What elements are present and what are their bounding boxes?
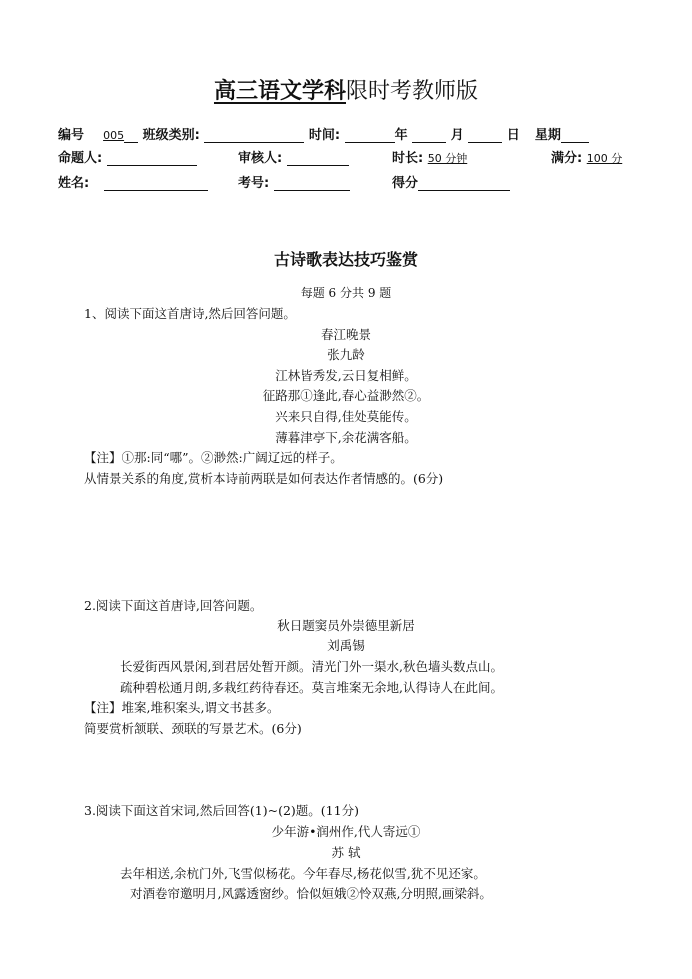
score-got-group	[392, 172, 510, 191]
author-field[interactable]	[107, 151, 197, 166]
score-group	[551, 147, 622, 166]
class-label: 班级类别:	[142, 128, 200, 143]
exam-no-label: 考号:	[238, 176, 270, 191]
title-part2: 限时考教师版	[346, 79, 479, 104]
q1-question: 从情景关系的角度,赏析本诗前两联是如何表达作者情感的。(6分)	[84, 471, 444, 486]
name-field[interactable]	[104, 176, 208, 191]
duration-value: 50 分钟	[427, 152, 468, 165]
weekday-field[interactable]	[561, 128, 589, 143]
q1-line: 江林皆秀发,云日复相鲜。	[275, 368, 417, 383]
score-label: 满分:	[551, 151, 583, 166]
section-title: 古诗歌表达技巧鉴赏	[273, 250, 418, 269]
month-field[interactable]	[412, 128, 446, 143]
name-label: 姓名:	[58, 176, 90, 191]
score-got-field[interactable]	[418, 176, 510, 191]
day-field[interactable]	[468, 128, 502, 143]
time-label: 时间:	[308, 128, 341, 143]
q2-author: 刘禹锡	[327, 638, 365, 653]
reviewer-label: 审核人:	[238, 151, 283, 166]
year-label: 年	[394, 128, 408, 143]
weekday-label: 星期	[534, 128, 561, 143]
year-field[interactable]	[345, 128, 395, 143]
code-label: 编号	[58, 128, 85, 143]
month-label: 月	[450, 128, 464, 143]
q2-note: 【注】堆案,堆积案头,谓文书甚多。	[84, 700, 280, 715]
code-line	[124, 128, 138, 143]
q1-line: 薄暮津亭下,余花满客船。	[275, 430, 417, 445]
page-title	[0, 74, 692, 105]
q1-note: 【注】①那:同“哪”。②渺然:广阔辽远的样子。	[84, 450, 343, 465]
exam-no-field[interactable]	[274, 176, 350, 191]
class-field[interactable]	[204, 128, 304, 143]
q3-author: 苏 轼	[331, 845, 361, 860]
q1-prompt: 1、阅读下面这首唐诗,然后回答问题。	[84, 306, 296, 321]
author-label: 命题人:	[58, 151, 103, 166]
q1-poem-title: 春江晚景	[320, 327, 371, 342]
score-got-label: 得分	[392, 176, 419, 191]
q3-line: 去年相送,余杭门外,飞雪似杨花。今年春尽,杨花似雪,犹不见还家。	[120, 866, 486, 881]
q2-line: 长爱街西风景闲,到君居处暂开颜。清光门外一渠水,秋色墙头数点山。	[120, 659, 503, 674]
header-row2	[58, 147, 197, 166]
q2-poem-title: 秋日题窦员外崇德里新居	[277, 618, 415, 633]
exam-no-group	[238, 172, 350, 191]
reviewer-group	[238, 147, 349, 166]
code-value: 005	[103, 129, 125, 142]
q2-line: 疏种碧松通月朗,多栽红药待春还。莫言堆案无余地,认得诗人在此间。	[120, 680, 503, 695]
q3-line: 对酒卷帘邀明月,风露透窗纱。恰似姮娥②怜双燕,分明照,画梁斜。	[130, 886, 492, 901]
q1-author: 张九龄	[327, 347, 365, 362]
day-label: 日	[506, 128, 520, 143]
name-group	[58, 172, 208, 191]
score-value: 100 分	[586, 152, 623, 165]
title-part1: 高三语文学科	[213, 78, 346, 104]
duration-label: 时长:	[392, 151, 424, 166]
header-row1	[58, 124, 589, 143]
q2-prompt: 2.阅读下面这首唐诗,回答问题。	[84, 598, 263, 613]
q1-line: 征路那①逢此,春心益渺然②。	[262, 388, 430, 403]
q3-poem-title: 少年游•润州作,代人寄远①	[271, 824, 421, 839]
reviewer-field[interactable]	[287, 151, 349, 166]
q1-line: 兴来只自得,佳处莫能传。	[275, 409, 417, 424]
q3-prompt: 3.阅读下面这首宋词,然后回答(1)~(2)题。(11分)	[84, 803, 359, 818]
section-subtitle: 每题 6 分共 9 题	[300, 286, 392, 300]
q2-question: 简要赏析颔联、颈联的写景艺术。(6分)	[84, 721, 302, 736]
duration-group	[392, 147, 467, 166]
